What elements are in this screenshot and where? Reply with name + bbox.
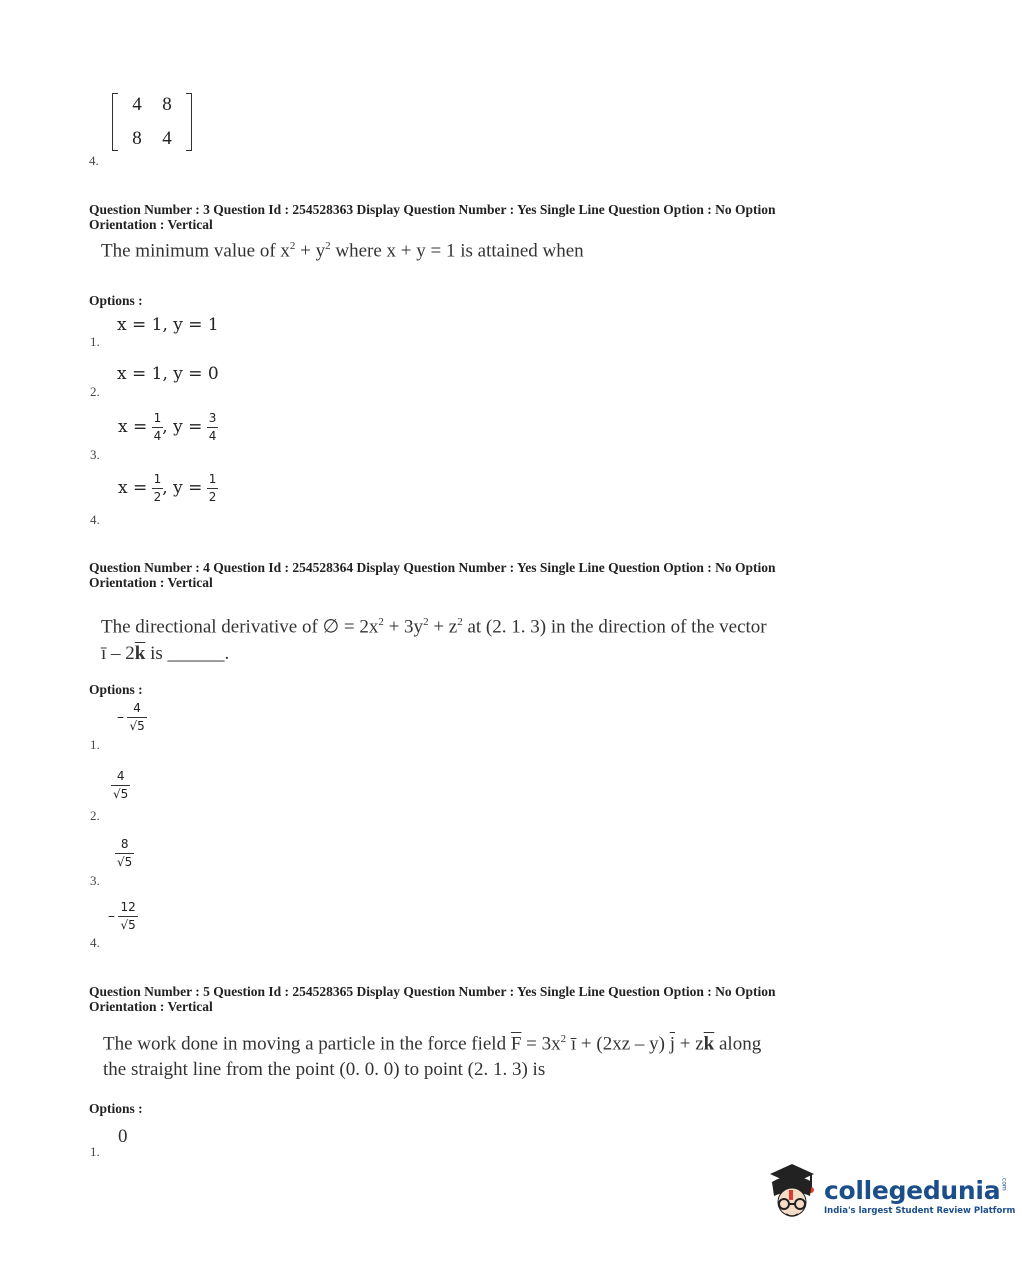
option-formula	[118, 412, 217, 443]
option-formula	[116, 838, 133, 869]
superscript: 2	[289, 240, 296, 252]
matrix-cell: 8	[162, 94, 172, 115]
text-fragment: + (2xz – y)	[576, 1033, 670, 1055]
matrix-cell: 4	[162, 128, 172, 149]
denominator: 2	[153, 490, 162, 504]
text-fragment: = 3x	[521, 1033, 561, 1055]
text-fragment: The work done in moving a particle in the force field	[103, 1033, 511, 1055]
fraction	[153, 412, 163, 443]
fraction	[112, 770, 129, 801]
formula-label: x =	[118, 417, 148, 437]
denominator: √5	[120, 918, 136, 932]
unit-vector-k: $\overline{k}$	[703, 1033, 715, 1055]
superscript: 2	[325, 240, 331, 252]
meta-line: Orientation : Vertical	[89, 575, 213, 590]
option-formula	[108, 901, 137, 932]
force-vector: $\overline{F}$	[510, 1033, 522, 1055]
option-number: 1.	[90, 737, 100, 752]
text-fragment: + z	[428, 616, 458, 638]
meta-line: Question Number : 5 Question Id : 254528365 Display Question Number : Yes Single Line Question Option : No Option	[89, 984, 776, 999]
option-number: 4.	[90, 935, 100, 950]
numerator: 1	[208, 472, 217, 486]
text-fragment: + y	[295, 240, 326, 262]
option-number: 2.	[90, 808, 100, 823]
fraction	[119, 901, 136, 932]
text-fragment: + z	[675, 1033, 704, 1055]
option-number: 2.	[90, 384, 100, 399]
superscript: 2	[457, 616, 463, 628]
option-formula	[118, 473, 217, 504]
options-label: Options :	[89, 1101, 143, 1116]
denominator: 2	[208, 490, 217, 504]
matrix-option	[112, 93, 192, 156]
numerator: 4	[116, 769, 125, 783]
option-number: 3.	[90, 447, 100, 462]
question-text	[101, 609, 767, 667]
text-fragment: where x + y = 1 is attained when	[330, 240, 584, 262]
text-fragment: – 2	[106, 643, 135, 665]
logo-title: collegedunia	[824, 1176, 1001, 1205]
numerator: 1	[153, 472, 162, 486]
numerator: 1	[153, 411, 162, 425]
formula-label: , y =	[162, 478, 203, 498]
options-label: Options :	[89, 293, 143, 308]
option-number: 4.	[89, 153, 99, 168]
meta-line: Orientation : Vertical	[89, 217, 213, 232]
fraction	[128, 702, 145, 733]
option-text: x = 1, y = 1	[117, 315, 219, 335]
unit-vector-j: $\overline{j}$	[669, 1033, 676, 1055]
fraction	[208, 412, 218, 443]
text-fragment: The directional derivative of ∅ = 2x	[101, 616, 379, 638]
option-number: 1.	[90, 1144, 100, 1159]
meta-line: Question Number : 3 Question Id : 254528363 Display Question Number : Yes Single Line Question Option : No Option	[89, 202, 776, 217]
logo-tagline: India's largest Student Review Platform	[824, 1206, 1016, 1216]
superscript: 2	[423, 616, 429, 628]
sign: –	[108, 908, 115, 925]
option-formula	[117, 702, 146, 733]
options-label: Options :	[89, 682, 143, 697]
sign: –	[117, 709, 124, 726]
text-fragment: is ______.	[145, 643, 230, 665]
superscript: 2	[378, 616, 384, 628]
text-fragment: along	[714, 1033, 762, 1055]
question-text	[101, 240, 584, 262]
option-text: 0	[118, 1126, 128, 1147]
denominator: 4	[208, 429, 217, 443]
matrix-right-bracket	[186, 93, 192, 151]
denominator: √5	[113, 787, 129, 801]
unit-vector-i: ī	[570, 1033, 577, 1055]
unit-vector-k: $\overline{k}$	[134, 643, 146, 665]
formula-label: x =	[118, 478, 148, 498]
question-meta	[89, 984, 849, 1014]
fraction	[153, 473, 163, 504]
question-meta	[89, 560, 849, 590]
fraction	[116, 838, 133, 869]
denominator: √5	[129, 719, 145, 733]
text-fragment: at (2. 1. 3) in the direction of the vector	[462, 616, 767, 638]
option-text: x = 1, y = 0	[117, 364, 219, 384]
meta-line: Orientation : Vertical	[89, 999, 213, 1014]
matrix-cell: 4	[132, 94, 142, 115]
numerator: 4	[133, 701, 141, 715]
superscript: 2	[560, 1033, 567, 1045]
denominator: √5	[117, 855, 133, 869]
matrix-cell: 8	[132, 128, 142, 149]
option-number: 3.	[90, 873, 100, 888]
logo-text	[824, 1176, 1015, 1216]
student-mascot-icon	[762, 1160, 824, 1226]
option-formula	[112, 770, 129, 801]
numerator: 3	[208, 411, 217, 425]
question-text	[103, 1026, 761, 1083]
numerator: 12	[120, 900, 136, 914]
text-fragment: The minimum value of x	[101, 240, 290, 262]
option-number: 4.	[90, 512, 100, 527]
formula-label: , y =	[162, 417, 203, 437]
numerator: 8	[120, 837, 129, 851]
question-meta	[89, 202, 849, 232]
option-number: 1.	[90, 334, 100, 349]
meta-line: Question Number : 4 Question Id : 254528364 Display Question Number : Yes Single Line Question Option : No Option	[89, 560, 776, 575]
text-fragment: + 3y	[383, 616, 424, 638]
text-fragment: the straight line from the point (0. 0. 0) to point (2. 1. 3) is	[103, 1059, 546, 1081]
fraction	[208, 473, 218, 504]
matrix	[112, 93, 192, 151]
unit-vector-i: ī	[101, 643, 107, 665]
collegedunia-logo[interactable]	[762, 1160, 824, 1231]
denominator: 4	[153, 429, 162, 443]
logo-suffix: .com	[1000, 1176, 1008, 1191]
